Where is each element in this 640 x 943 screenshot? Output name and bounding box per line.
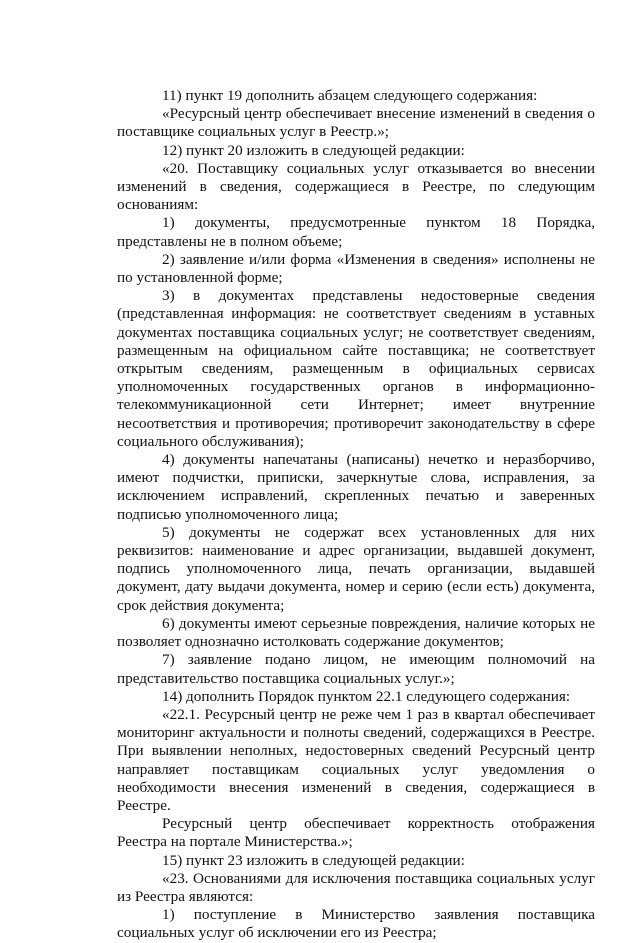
paragraph-exclusion-1: 1) поступление в Министерство заявления поставщика социальных услуг об исключении его из Реестра;	[117, 906, 595, 942]
paragraph-ground-5: 5) документы не содержат всех установленных для них реквизитов: наименование и адрес организации, выдавшей документ, подпись уполномоченного лица, печать организации, выдавшей документ, дату выдачи документа, номер и серию (если есть) документа, срок действия документа;	[117, 523, 595, 614]
paragraph-ground-1: 1) документы, предусмотренные пунктом 18 Порядка, представлены не в полном объеме;	[117, 214, 595, 250]
paragraph-clause-20: «20. Поставщику социальных услуг отказывается во внесении изменений в сведения, содержащиеся в Реестре, по следующим основаниям:	[117, 159, 595, 214]
paragraph-item-12: 12) пункт 20 изложить в следующей редакции:	[162, 141, 465, 159]
paragraph-quote-19: «Ресурсный центр обеспечивает внесение изменений в сведения о поставщике социальных услуг в Реестр.»;	[117, 105, 595, 141]
paragraph-item-15: 15) пункт 23 изложить в следующей редакции:	[162, 851, 465, 869]
paragraph-ground-7: 7) заявление подано лицом, не имеющим полномочий на представительство поставщика социальных услуг.»;	[117, 651, 595, 687]
document-body	[117, 87, 595, 943]
paragraph-clause-23: «23. Основаниями для исключения поставщика социальных услуг из Реестра являются:	[117, 869, 595, 905]
paragraph-item-14: 14) дополнить Порядок пунктом 22.1 следующего содержания:	[162, 687, 571, 705]
paragraph-item-11: 11) пункт 19 дополнить абзацем следующего содержания:	[162, 87, 538, 104]
paragraph-portal: Ресурсный центр обеспечивает корректность отображения Реестра на портале Министерства.»;	[117, 815, 595, 851]
paragraph-ground-6: 6) документы имеют серьезные повреждения, наличие которых не позволяет однозначно истолковать содержание документов;	[117, 614, 595, 651]
paragraph-ground-4: 4) документы напечатаны (написаны) нечетко и неразборчиво, имеют подчистки, приписки, зачеркнутые слова, исправления, за исключением исправлений, скрепленных печатью и заверенных подписью уполномоченного лица;	[117, 451, 595, 523]
paragraph-clause-22-1: «22.1. Ресурсный центр не реже чем 1 раз в квартал обеспечивает мониторинг актуальности и полноты сведений, содержащихся в Реестре. При выявлении неполных, недостоверных сведений Ресурсный центр направляет поставщикам социальных услуг уведомления о необходимости внесения изменений в сведения, содержащиеся в Реестре.	[117, 705, 595, 814]
paragraph-ground-2: 2) заявление и/или форма «Изменения в сведения» исполнены не по установленной форме;	[117, 250, 595, 287]
paragraph-ground-3: 3) в документах представлены недостоверные сведения (представленная информация: не соответствует сведениям в уставных документах поставщика социальных услуг; не соответствует сведениям, размещенным на официальном сайте поставщика; не соответствует открытым сведениям, размещенным в официальных сервисах уполномоченных государственных органов в информационно-телекоммуникационной сети Интернет; имеет внутренние несоответствия и противоречия; противоречит законодательству в сфере социального обслуживания);	[117, 287, 595, 450]
